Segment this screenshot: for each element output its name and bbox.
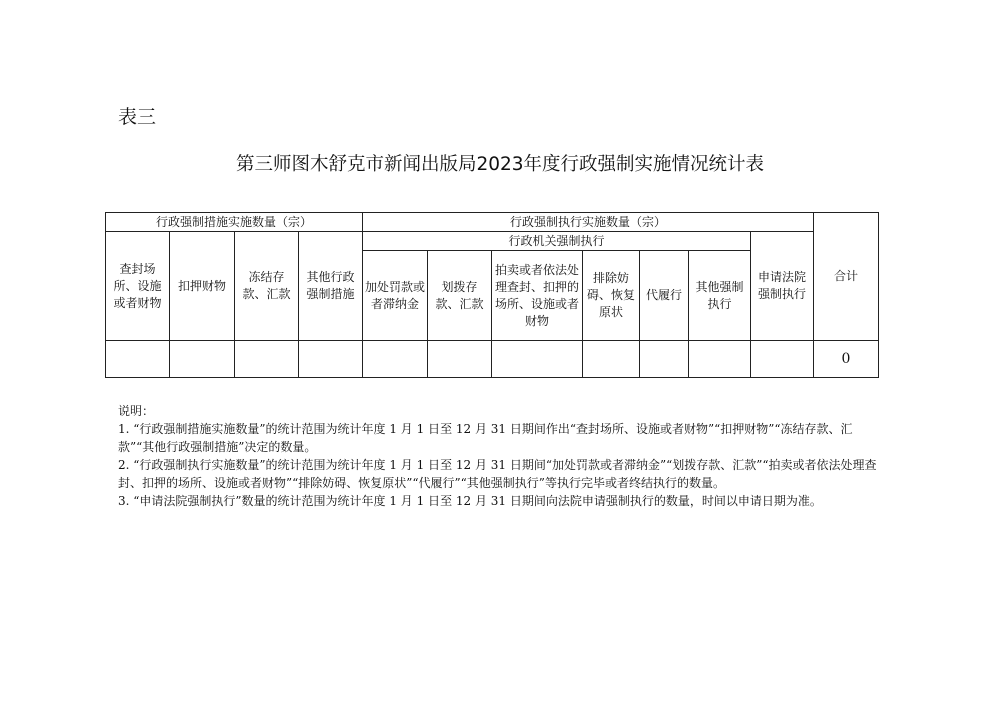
header-total: 合计 xyxy=(814,213,879,341)
cell-penalty xyxy=(363,341,428,378)
cell-seal xyxy=(106,341,170,378)
header-seize: 扣押财物 xyxy=(170,232,235,341)
header-auction: 拍卖或者依法处理查封、扣押的场所、设施或者财物 xyxy=(492,251,583,341)
cell-other-measures xyxy=(299,341,363,378)
header-remove-obstruction: 排除妨碍、恢复原状 xyxy=(583,251,640,341)
cell-total: 0 xyxy=(814,341,879,378)
cell-court-execution xyxy=(751,341,814,378)
header-agency-execution: 行政机关强制执行 xyxy=(363,232,751,251)
header-measures-group: 行政强制措施实施数量（宗） xyxy=(106,213,363,232)
cell-transfer xyxy=(428,341,492,378)
header-execution-group: 行政强制执行实施数量（宗） xyxy=(363,213,814,232)
cell-other-execution xyxy=(689,341,751,378)
document-title: 第三师图木舒克市新闻出版局2023年度行政强制实施情况统计表 xyxy=(235,154,765,175)
note-item: 1. “行政强制措施实施数量”的统计范围为统计年度 1 月 1 日至 12 月 31 日期间作出“查封场所、设施或者财物”“扣押财物”“冻结存款、汇款”“其他行政强制措施”决定的数量。 xyxy=(118,422,853,454)
header-transfer: 划拨存款、汇款 xyxy=(428,251,492,341)
header-seal: 查封场所、设施或者财物 xyxy=(106,232,170,341)
header-substitute: 代履行 xyxy=(640,251,689,341)
header-court-execution: 申请法院强制执行 xyxy=(751,232,814,341)
header-other-execution: 其他强制执行 xyxy=(689,251,751,341)
statistics-table xyxy=(105,212,879,378)
cell-auction xyxy=(492,341,583,378)
note-item: 3. “申请法院强制执行”数量的统计范围为统计年度 1 月 1 日至 12 月 31 日期间向法院申请强制执行的数量，时间以申请日期为准。 xyxy=(118,494,822,508)
cell-substitute xyxy=(640,341,689,378)
note-item: 2. “行政强制执行实施数量”的统计范围为统计年度 1 月 1 日至 12 月 31 日期间“加处罚款或者滞纳金”“划拨存款、汇款”“拍卖或者依法处理查封、扣押的场所、设施或者财物”“排除妨碍、恢复原状”“代履行”“其他强制执行”等执行完毕或者终结执行的数量。 xyxy=(118,458,877,490)
cell-seize xyxy=(170,341,235,378)
notes-section xyxy=(118,402,888,510)
cell-freeze xyxy=(235,341,299,378)
header-freeze: 冻结存款、汇款 xyxy=(235,232,299,341)
header-penalty: 加处罚款或者滞纳金 xyxy=(363,251,428,341)
table-number-label: 表三 xyxy=(118,106,157,128)
notes-heading: 说明： xyxy=(118,404,155,418)
cell-remove-obstruction xyxy=(583,341,640,378)
header-other-measures: 其他行政强制措施 xyxy=(299,232,363,341)
table-row xyxy=(106,341,879,378)
